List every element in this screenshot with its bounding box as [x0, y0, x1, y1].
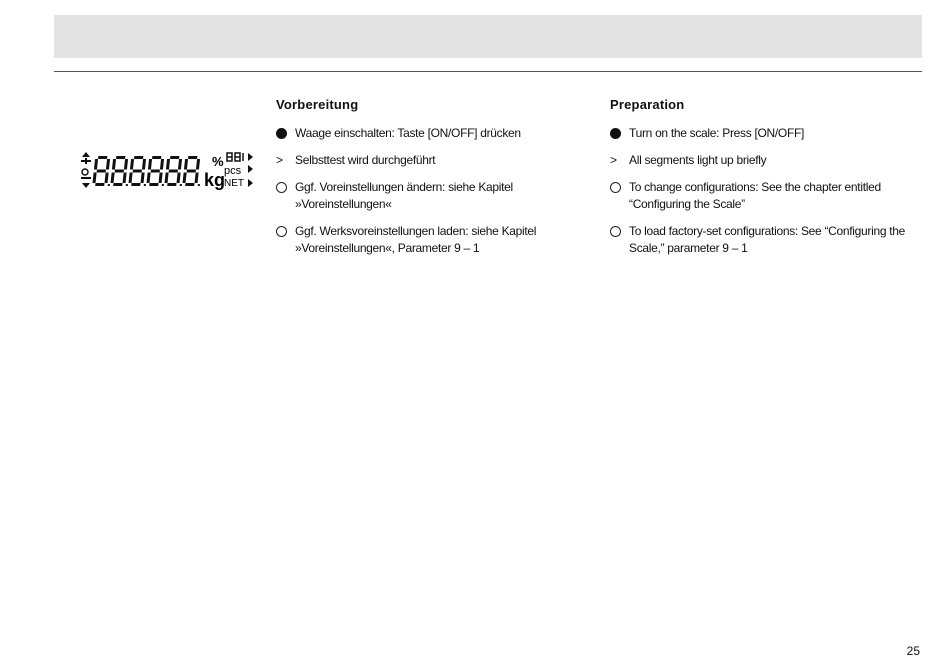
lcd-arrow-top: [248, 153, 253, 161]
hollow-bullet-icon: [276, 226, 287, 237]
english-step-1: Turn on the scale: Press [ON/OFF]: [610, 125, 925, 142]
net-unit: NET: [224, 178, 244, 189]
hollow-bullet-icon: [276, 182, 287, 193]
german-heading: Vorbereitung: [276, 97, 359, 112]
lcd-digit: [92, 156, 113, 186]
page-number: 25: [906, 644, 920, 658]
english-step-3: To change configurations: See the chapter entitled “Configuring the Scale”: [610, 179, 925, 213]
english-step-2: > All segments light up briefly: [610, 153, 767, 167]
percent-unit: %: [212, 154, 224, 169]
lcd-digits: [92, 156, 203, 186]
lcd-digit: [128, 156, 149, 186]
german-step-1: Waage einschalten: Taste [ON/OFF] drücken: [276, 125, 576, 142]
english-step-4: To load factory-set configurations: See “Configuring the Scale,” parameter 9 – 1: [610, 223, 925, 257]
hollow-bullet-icon: [610, 226, 621, 237]
header-band: [54, 15, 922, 58]
lcd-display-illustration: [78, 150, 258, 192]
filled-bullet-icon: [276, 128, 287, 139]
english-column: [610, 97, 925, 267]
english-heading: Preparation: [610, 97, 685, 112]
lcd-arrow-bottom: [248, 179, 253, 187]
german-step-3: Ggf. Voreinstellungen ändern: siehe Kapitel »Voreinstellungen«: [276, 179, 576, 213]
hollow-bullet-icon: [610, 182, 621, 193]
header-rule: [54, 71, 922, 72]
german-step-4: Ggf. Werksvoreinstellungen laden: siehe Kapitel »Voreinstellungen«, Parameter 9 – 1: [276, 223, 576, 257]
lcd-sign-indicators: [81, 152, 91, 188]
arrow-marker-icon: >: [276, 153, 283, 167]
lcd-digit: [110, 156, 131, 186]
filled-bullet-icon: [610, 128, 621, 139]
german-step-2: > Selbsttest wird durchgeführt: [276, 153, 436, 167]
lcd-digit: [182, 156, 203, 186]
lcd-small-digits: [227, 153, 243, 161]
lcd-arrow-middle: [248, 165, 253, 173]
lcd-digit: [164, 156, 185, 186]
german-column: [276, 97, 576, 267]
arrow-marker-icon: >: [610, 153, 617, 167]
pcs-unit: pcs: [224, 165, 242, 177]
kg-unit: kg: [204, 170, 226, 190]
lcd-digit: [146, 156, 167, 186]
